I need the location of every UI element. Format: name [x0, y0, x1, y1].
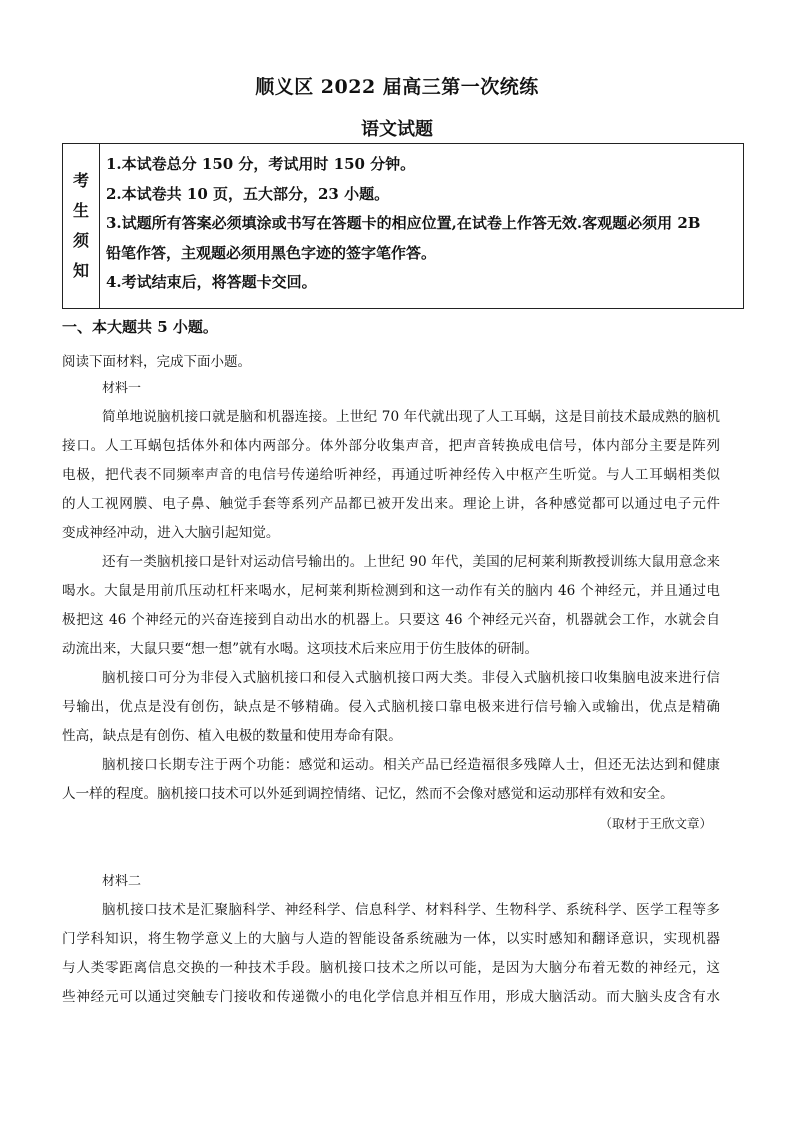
paragraph-line: 号输出，优点是没有创伤，缺点是不够精确。侵入式脑机接口靠电极来进行信号输入或输出，优点是精确 [62, 699, 720, 715]
candidate-notice-box [62, 143, 744, 309]
notice-items [100, 144, 743, 308]
paragraph-line: 人一样的程度。脑机接口技术可以外延到调控情绪、记忆，然而不会像对感觉和运动那样有效和安全。 [62, 786, 674, 802]
material-label: 材料二 [102, 874, 142, 889]
notice-label-char: 生 [72, 201, 89, 220]
notice-item: 2.本试卷共 10 页，五大部分，23 小题。 [106, 184, 390, 203]
paragraph-line: 脑机接口技术是汇聚脑科学、神经科学、信息科学、材料科学、生物科学、系统科学、医学工程等多 [102, 902, 720, 918]
exam-subtitle: 语文试题 [361, 119, 433, 140]
paragraph-line: 动流出来，大鼠只要“想一想”就有水喝。这项技术后来应用于仿生肢体的研制。 [62, 641, 539, 657]
paragraph-line: 脑机接口长期专注于两个功能：感觉和运动。相关产品已经造福很多残障人士，但还无法达到和健康 [102, 757, 720, 773]
section-heading: 一、本大题共 5 小题。 [62, 318, 218, 336]
material-one [62, 374, 720, 838]
paragraph-line: 脑机接口可分为非侵入式脑机接口和侵入式脑机接口两大类。非侵入式脑机接口收集脑电波来进行信 [102, 670, 720, 686]
paragraph-line: 极把这 46 个神经元的兴奋连接到自动出水的机器上。只要这 46 个神经元兴奋，机器就会工作，水就会自 [62, 612, 720, 628]
paragraph-line: 性高，缺点是有创伤、植入电极的数量和使用寿命有限。 [62, 728, 402, 744]
paragraph-line: 门学科知识，将生物学意义上的大脑与人造的智能设备系统融为一体，以实时感知和翻译意识，实现机器 [62, 931, 720, 947]
notice-item: 3.试题所有答案必须填涂或书写在答题卡的相应位置,在试卷上作答无效.客观题必须用 2B [106, 214, 701, 232]
notice-label [63, 144, 100, 308]
notice-label-char: 考 [72, 171, 89, 190]
material-two [62, 867, 720, 1012]
section-instruction: 阅读下面材料，完成下面小题。 [62, 354, 251, 370]
material-label: 材料一 [102, 381, 142, 396]
paragraph-line: 简单地说脑机接口就是脑和机器连接。上世纪 70 年代就出现了人工耳蜗，这是目前技术最成熟的脑机 [102, 409, 720, 425]
paragraph-line: 接口。人工耳蜗包括体外和体内两部分。体外部分收集声音，把声音转换成电信号，体内部分主要是阵列 [62, 438, 720, 454]
paragraph-line: 变成神经冲动，进入大脑引起知觉。 [62, 525, 280, 541]
material-source: （取材于王欣文章） [599, 816, 712, 831]
notice-item: 铅笔作答，主观题必须用黑色字迹的签字笔作答。 [106, 243, 437, 262]
paragraph-line: 些神经元可以通过突触专门接收和传递微小的电化学信息并相互作用，形成大脑活动。而大脑头皮含有水 [62, 989, 720, 1005]
notice-label-char: 知 [72, 261, 89, 280]
paragraph-line: 电极，把代表不同频率声音的电信号传递给听神经，再通过听神经传入中枢产生听觉。与人工耳蜗相类似 [62, 467, 720, 483]
notice-label-char: 须 [72, 231, 89, 250]
paragraph-line: 的人工视网膜、电子鼻、触觉手套等系列产品都已被开发出来。理论上讲，各种感觉都可以通过电子元件 [62, 496, 720, 512]
notice-item: 1.本试卷总分 150 分，考试用时 150 分钟。 [106, 155, 416, 173]
exam-title: 顺义区 2022 届高三第一次统练 [255, 76, 539, 98]
notice-item: 4.考试结束后，将答题卡交回。 [106, 273, 317, 291]
paragraph-line: 与人类零距离信息交换的一种技术手段。脑机接口技术之所以可能，是因为大脑分布着无数的神经元，这 [62, 960, 720, 976]
paragraph-line: 喝水。大鼠是用前爪压动杠杆来喝水，尼柯莱利斯检测到和这一动作有关的脑内 46 个神经元，并且通过电 [62, 583, 720, 599]
paragraph-line: 还有一类脑机接口是针对运动信号输出的。上世纪 90 年代，美国的尼柯莱利斯教授训练大鼠用意念来 [102, 554, 720, 570]
